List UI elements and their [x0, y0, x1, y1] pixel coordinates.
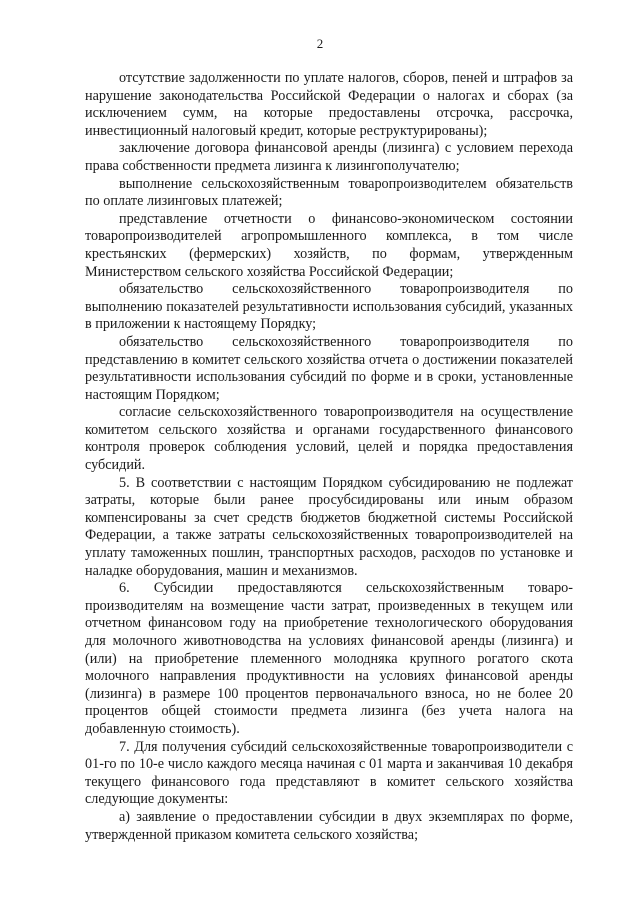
- paragraph-leasing-contract: заключение договора финансовой аренды (лизинга) с условием перехода права собственности предмета лизинга к лизингополучателю;: [85, 140, 573, 174]
- paragraph-item-a: а) заявление о предоставлении субсидии в двух экземплярах по форме, утвержденной приказом комитета сельского хозяйства;: [85, 808, 573, 843]
- paragraph-section-5: 5. В соответствии с настоящим Порядком субсидированию не подлежат затраты, которые были ранее просубсидированы или иным образом компенсированы за счет средств бюджетов бюджетной системы Российской Федерации, а также затраты сельскохозяйственных товаропроизводителей на уплату таможенных пошлин, транспортных расходов, расходов по установке и наладке оборудования, машин и механизмов.: [85, 474, 573, 579]
- paragraph-inspection-consent: согласие сельскохозяйственного товаропроизводителя на осуществление комитетом сельского хозяйства и органами государственного финансового контроля проверок соблюдения условий, целей и порядка предоставления субсидий.: [85, 404, 573, 474]
- paragraph-leasing-payments: выполнение сельскохозяйственным товаропроизводителем обязательств по оплате лизинговых платежей;: [85, 175, 573, 210]
- paragraph-section-6: 6. Субсидии предоставляются сельскохозяйственным товаропроизводителям на возмещение части затрат, произведенных в текущем или отчетном финансовом году на приобретение технологического оборудования для молочного животноводства на условиях финансовой аренды (лизинга) и (или) на приобретение племенного молодняка крупного рогатого скота молочного направления продуктивности на условиях финансовой аренды (лизинга) в размере 100 процентов первоначального взноса, но не более 20 процентов общей стоимости предмета лизинга (без учета налога на добавленную стоимость).: [85, 580, 573, 737]
- paragraph-report-obligation: обязательство сельскохозяйственного товаропроизводителя по представлению в комитет сельского хозяйства отчета о достижении показателей результативности использования субсидий по форме и в сроки, установленные настоящим Порядком;: [85, 333, 573, 403]
- body-text: [85, 70, 573, 844]
- paragraph-performance-indicators: обязательство сельскохозяйственного товаропроизводителя по выполнению показателей результативности использования субсидий, указанных в приложении к настоящему Порядку;: [85, 281, 573, 333]
- paragraph-no-tax-debt: отсутствие задолженности по уплате налогов, сборов, пеней и штрафов за нарушение законодательства Российской Федерации о налогах и сборах (за исключением сумм, на которые предоставлены отсрочка, рассрочка, инвестиционный налоговый кредит, которые реструктурированы);: [85, 70, 573, 139]
- paragraph-section-7: 7. Для получения субсидий сельскохозяйственные товаропроизводители с 01-го по 10-е число каждого месяца начиная с 01 марта и заканчивая 10 декабря текущего финансового года представляют в комитет сельского хозяйства следующие документы:: [85, 738, 573, 808]
- paragraph-financial-reporting: представление отчетности о финансово-экономическом состоянии товаропроизводителей агропромышленного комплекса, в том числе крестьянских (фермерских) хозяйств, по формам, утвержденным Министерством сельского хозяйства Российской Федерации;: [85, 210, 573, 280]
- page-number: 2: [316, 36, 324, 51]
